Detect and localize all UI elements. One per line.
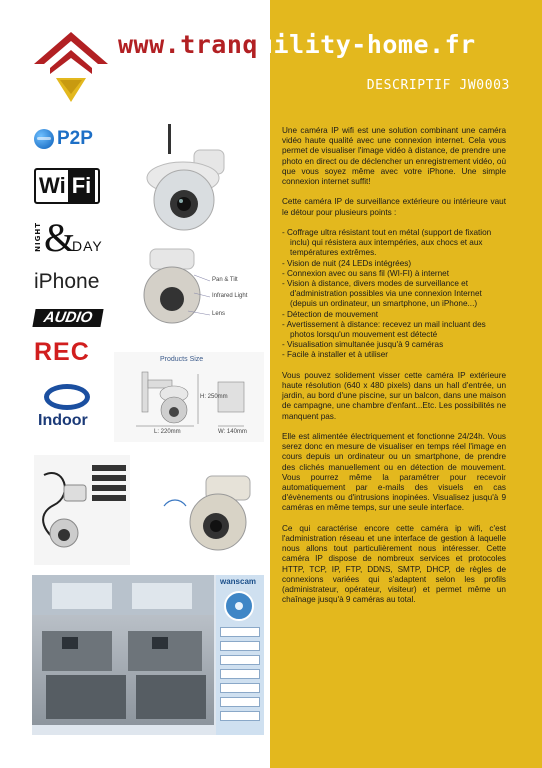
- pan-tilt-illustration: [150, 470, 260, 565]
- house-logo-icon: [30, 28, 112, 108]
- wifi-label-fi: Fi: [68, 170, 96, 202]
- audio-logo: AUDIO: [32, 309, 103, 327]
- ampersand-label: &: [44, 215, 76, 260]
- night-label: NIGHT: [34, 222, 42, 252]
- control-row[interactable]: [220, 711, 260, 721]
- site-url: [118, 30, 533, 59]
- wifi-logo: [34, 168, 100, 204]
- iphone-logo: iPhone: [34, 270, 100, 293]
- accessories-photo: [34, 455, 130, 565]
- camera-illustration: [128, 118, 258, 236]
- control-row[interactable]: [220, 641, 260, 651]
- list-item: - Visualisation simultanée jusqu'à 9 caméras: [282, 340, 506, 350]
- dim-height: H: 250mm: [200, 394, 228, 400]
- software-screenshot: [32, 575, 264, 735]
- camera-photo-main: [128, 118, 258, 236]
- indoor-logo: [36, 384, 98, 436]
- list-item: - Vision à distance, divers modes de surveillance et d'administration possibles via une connexion Internet (depuis un ordinateur, un smartphone, un iPhone...): [282, 279, 506, 310]
- power-paragraph: Elle est alimentée électriquement et fonctionne 24/24h. Vous serez donc en mesure de visualiser en temps réel l'image en cours depuis un ordinateur ou un smartphone, de prendre des clichés manuellement ou en détection de mouvement. Vous pourrez même la paramétrer pour recevoir automatiquement par e-mails des visuels en cas d'évènements ou d'intrusions inopinées. Visualisez jusqu'à 9 caméras en même temps, sur une seule interface.: [282, 432, 506, 513]
- ptz-center[interactable]: [235, 602, 243, 610]
- control-row[interactable]: [220, 697, 260, 707]
- points-intro: Cette caméra IP de surveillance extérieure ou intérieure vaut le détour pour plusieurs points :: [282, 197, 506, 217]
- camera-photo-callouts: [128, 245, 258, 333]
- callout-infrared: Infrared Light: [212, 293, 248, 299]
- control-row[interactable]: [220, 683, 260, 693]
- intro-paragraph: Une caméra IP wifi est une solution combinant une caméra vidéo haute qualité avec une connexion internet. Cela vous permet de visualiser l'image vidéo à distance, de prendre une photo en direct ou de déclencher un enregistrement vidéo, où que vous soyez même avec votre iPhone. Une simple connexion internet suffit!: [282, 126, 506, 187]
- day-label: DAY: [72, 238, 103, 254]
- callout-lens: Lens: [212, 311, 226, 317]
- indoor-ring-icon: [44, 384, 90, 410]
- p2p-logo: [34, 128, 102, 150]
- wifi-label-wi: Wi: [39, 173, 66, 198]
- dim-length: L: 220mm: [154, 429, 181, 435]
- pan-tilt-photo: [150, 470, 260, 565]
- callout-pan-tilt: Pan & Tilt: [212, 277, 238, 283]
- description-text: [282, 126, 506, 616]
- admin-paragraph: Ce qui caractérise encore cette caméra ip wifi, c'est l'administration réseau et une interface de gestion à laquelle nous allons tout particulièrement nous intéresser. Cette caméra IP dispose de nombreux services et protocoles HTTP, TCP, IP, FTP, DDNS, SMTP, DHCP, de règles de connexions variées qui s'adaptent selon les profils (administrateur, opérateur, visiteur) et permet même un chaînage jusqu'à 9 caméras au total.: [282, 523, 506, 605]
- night-and-day-logo: [34, 215, 103, 260]
- control-rows: [220, 627, 260, 725]
- globe-icon: [34, 129, 54, 149]
- dome-camera-illustration: [128, 245, 258, 333]
- rec-logo: REC: [34, 338, 90, 366]
- control-row[interactable]: [220, 655, 260, 665]
- document-subtitle: DESCRIPTIF JW0003: [366, 78, 510, 93]
- list-item: - Vision de nuit (24 LEDs intégrées): [282, 259, 506, 269]
- list-item: - Facile à installer et à utiliser: [282, 350, 506, 360]
- office-scene: [32, 575, 214, 725]
- video-area: [32, 575, 214, 725]
- list-item: - Avertissement à distance: recevez un mail incluant des photos lorsqu'un mouvement est détecté: [282, 320, 506, 340]
- dim-width: W: 140mm: [218, 429, 247, 435]
- feature-list: [282, 228, 506, 361]
- brand-label: wanscam: [220, 577, 257, 586]
- indoor-label: Indoor: [38, 412, 88, 429]
- location-paragraph: Vous pouvez solidement visser cette caméra IP extérieure haute résolution (640 x 480 pixels) dans un hall d'entrée, un jardin, au bord d'une piscine, sur un balcon, dans une maison de campagne, une chambre d'enfant...Etc. Les possibilités ne manquent pas.: [282, 370, 506, 421]
- diagram-title: Products Size: [160, 356, 204, 363]
- control-row[interactable]: [220, 669, 260, 679]
- p2p-label: P2P: [57, 128, 93, 149]
- site-url-light: uility-home.fr: [257, 30, 476, 59]
- product-size-diagram: [114, 352, 264, 442]
- list-item: - Coffrage ultra résistant tout en métal (support de fixation inclu) qui résistera aux intempéries, aux chocs et aux températures extrêmes.: [282, 228, 506, 259]
- accessories-illustration: [34, 455, 130, 565]
- control-row[interactable]: [220, 627, 260, 637]
- site-url-dark: www.tranq: [118, 30, 258, 59]
- list-item: - Connexion avec ou sans fil (WI-FI) à internet: [282, 269, 506, 279]
- control-panel: [216, 575, 264, 735]
- list-item: - Détection de mouvement: [282, 310, 506, 320]
